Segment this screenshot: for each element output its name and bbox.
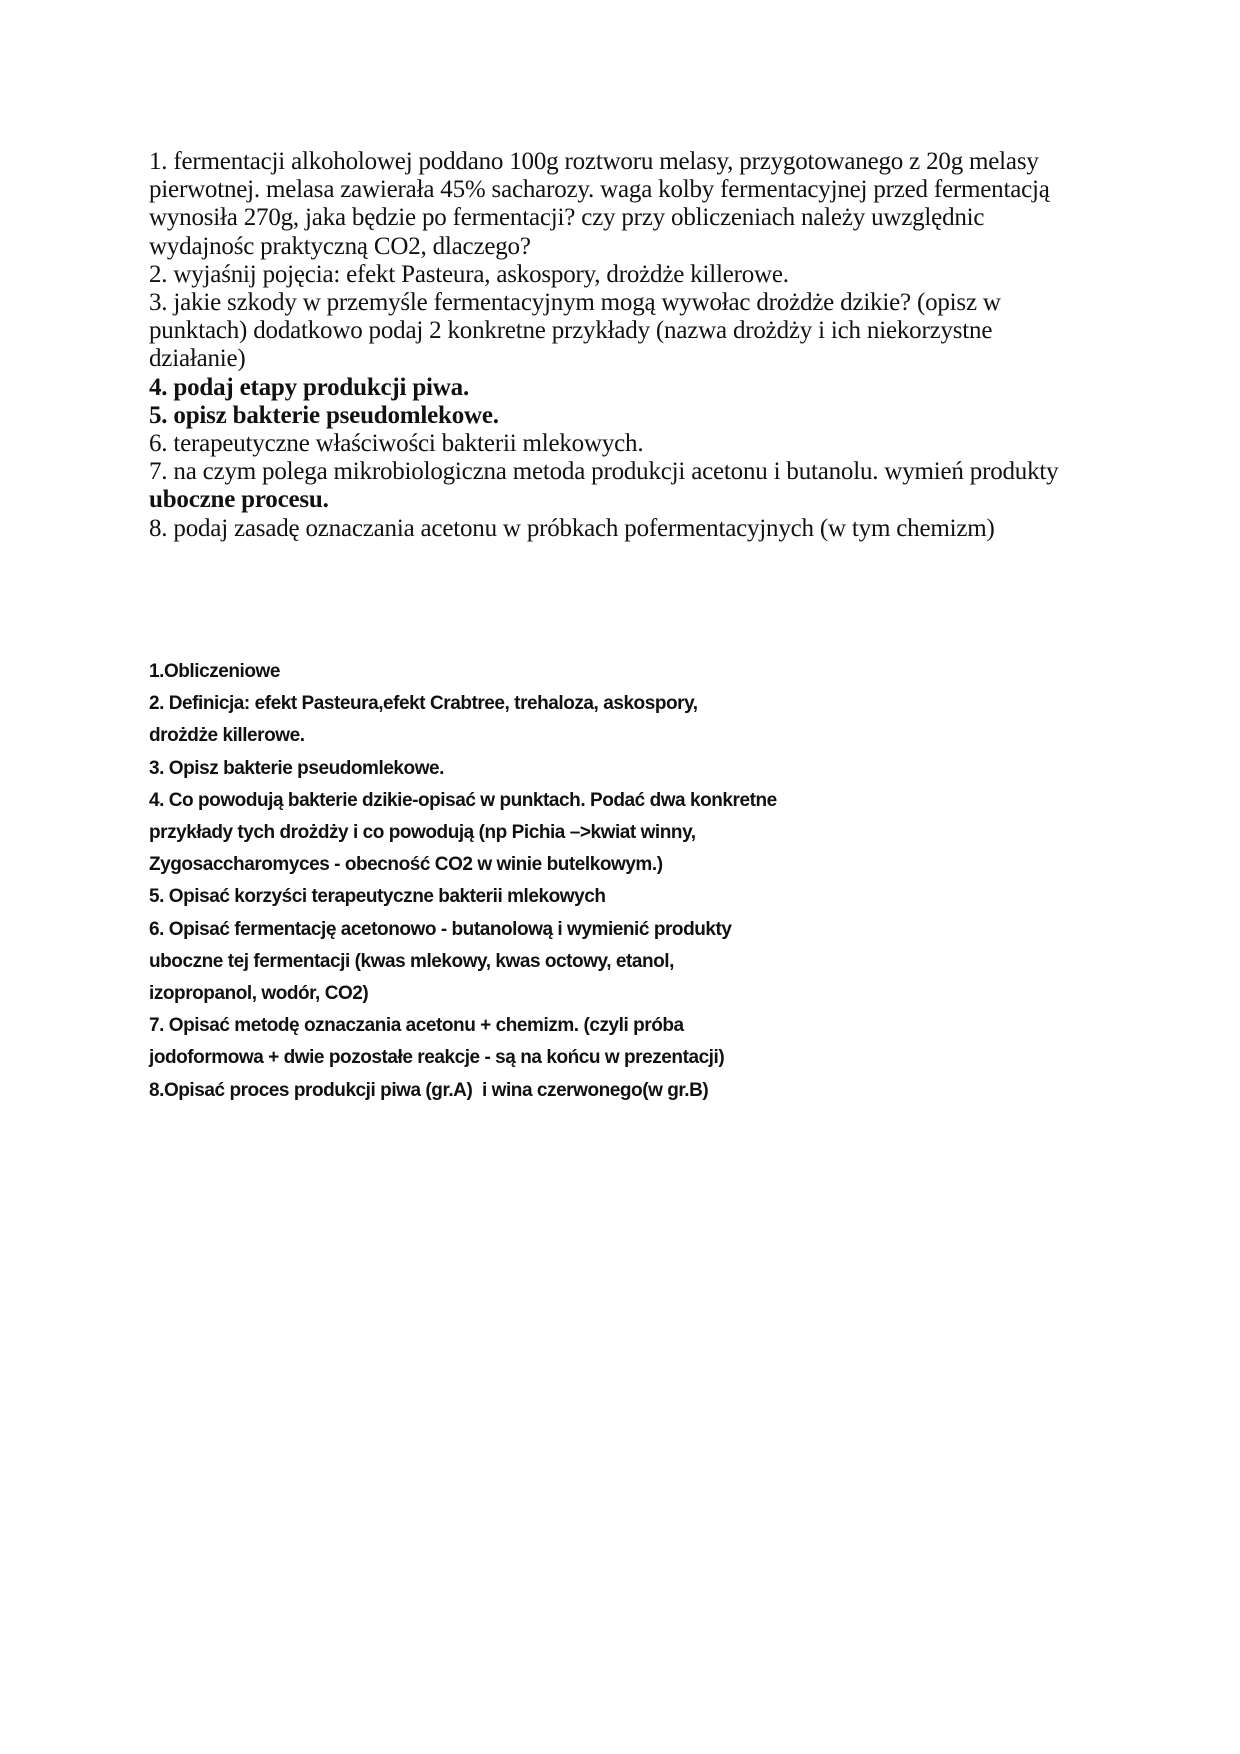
question-line: 2. wyjaśnij pojęcia: efekt Pasteura, askospory, drożdże killerowe. <box>149 260 789 288</box>
question-line: wydajnośc praktyczną CO2, dlaczego? <box>149 232 531 260</box>
question-line: 8. podaj zasadę oznaczania acetonu w próbkach pofermentacyjnych (w tym chemizm) <box>149 514 995 542</box>
question-line: 6. Opisać fermentację acetonowo - butanolową i wymienić produkty <box>149 918 732 940</box>
question-line: uboczne tej fermentacji (kwas mlekowy, kwas octowy, etanol, <box>149 950 674 972</box>
question-line: drożdże killerowe. <box>149 725 305 747</box>
question-line: punktach) dodatkowo podaj 2 konkretne przykłady (nazwa drożdży i ich niekorzystne <box>149 317 993 345</box>
question-line: pierwotnej. melasa zawierała 45% sacharozy. waga kolby fermentacyjnej przed fermentacją <box>149 176 1050 204</box>
question-line: 4. Co powodują bakterie dzikie-opisać w punktach. Podać dwa konkretne <box>149 789 777 811</box>
question-line-bold: 4. podaj etapy produkcji piwa. <box>149 373 469 401</box>
question-line: 8.Opisać proces produkcji piwa (gr.A) i wina czerwonego(w gr.B) <box>149 1079 709 1101</box>
question-line: jodoformowa + dwie pozostałe reakcje - są na końcu w prezentacji) <box>149 1047 725 1069</box>
question-line-bold: uboczne procesu. <box>149 486 329 514</box>
question-line: działanie) <box>149 345 246 373</box>
question-line: 7. na czym polega mikrobiologiczna metoda produkcji acetonu i butanolu. wymień produkty <box>149 458 1059 486</box>
question-line: 1. fermentacji alkoholowej poddano 100g roztworu melasy, przygotowanego z 20g melasy <box>149 148 1039 175</box>
question-line: 1.Obliczeniowe <box>149 661 280 682</box>
question-line: 5. Opisać korzyści terapeutyczne bakterii mlekowych <box>149 886 606 908</box>
question-line: izopropanol, wodór, CO2) <box>149 983 369 1005</box>
question-line: 2. Definicja: efekt Pasteura,efekt Crabtree, trehaloza, askospory, <box>149 693 698 715</box>
exam-questions-serif <box>149 148 1149 543</box>
question-line: Zygosaccharomyces - obecność CO2 w winie butelkowym.) <box>149 854 663 876</box>
question-line: wynosiła 270g, jaka będzie po fermentacji? czy przy obliczeniach należy uwzględnic <box>149 204 985 232</box>
exam-questions-sans <box>149 656 1049 1107</box>
question-line: przykłady tych drożdży i co powodują (np Pichia –>kwiat winny, <box>149 822 696 844</box>
question-line: 6. terapeutyczne właściwości bakterii mlekowych. <box>149 430 644 458</box>
question-line-bold: 5. opisz bakterie pseudomlekowe. <box>149 401 499 429</box>
question-line: 7. Opisać metodę oznaczania acetonu + chemizm. (czyli próba <box>149 1015 684 1037</box>
question-line: 3. jakie szkody w przemyśle fermentacyjnym mogą wywołac drożdże dzikie? (opisz w <box>149 289 1001 317</box>
question-line: 3. Opisz bakterie pseudomlekowe. <box>149 757 444 779</box>
